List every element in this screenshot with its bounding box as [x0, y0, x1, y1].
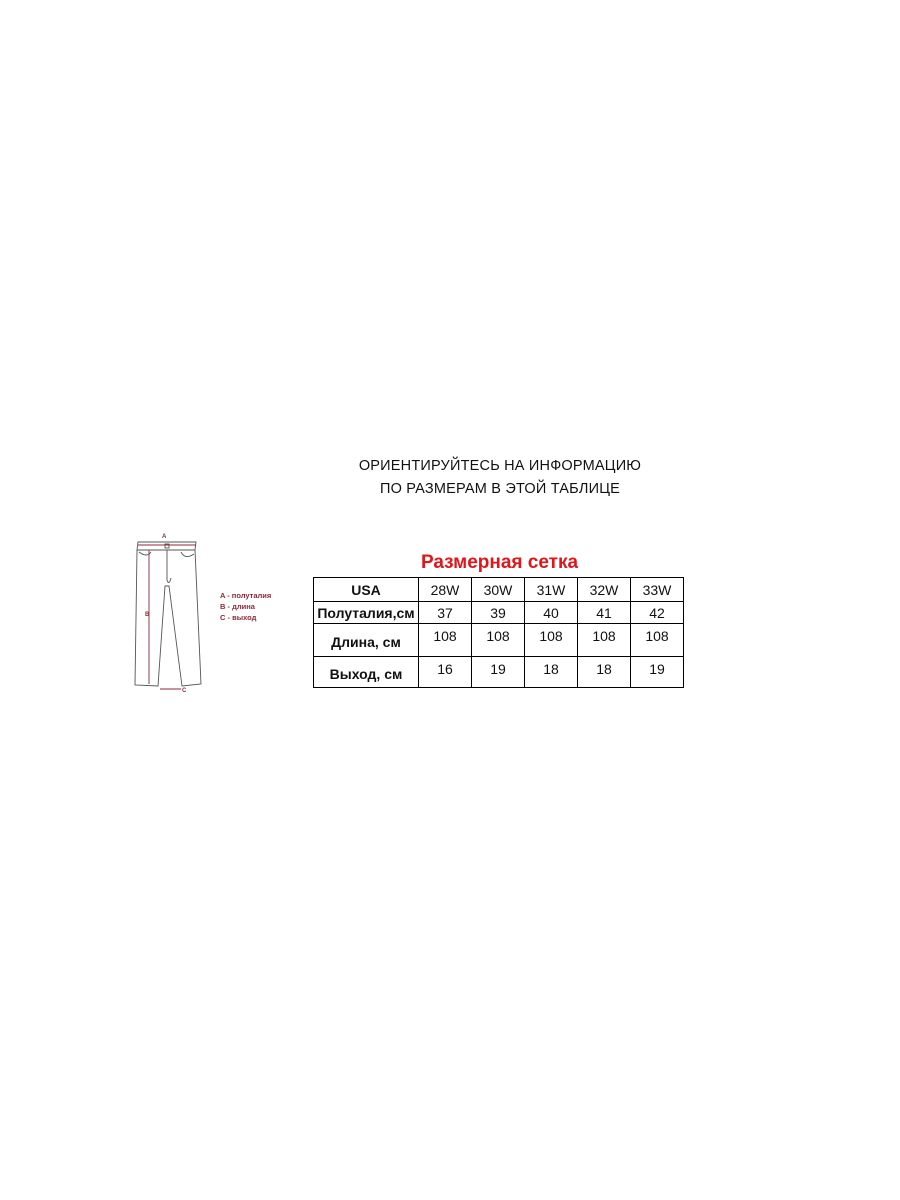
table-header-row — [314, 578, 684, 602]
label-c: C — [182, 688, 187, 694]
table-cell: 108 — [578, 624, 631, 657]
header-usa: USA — [314, 578, 419, 602]
table-cell: 42 — [631, 602, 684, 624]
table-cell: 37 — [419, 602, 472, 624]
table-cell: 108 — [472, 624, 525, 657]
instruction-heading — [250, 455, 750, 501]
legend-item-a: A - полуталия — [220, 591, 272, 600]
table-cell: 108 — [631, 624, 684, 657]
header-size: 30W — [472, 578, 525, 602]
legend-item-b: B - длина — [220, 602, 255, 611]
label-a: A — [162, 534, 167, 540]
row-label-waist: Полуталия,см — [314, 602, 419, 624]
size-table — [313, 577, 684, 688]
header-size: 31W — [525, 578, 578, 602]
pants-measurement-diagram — [125, 528, 235, 700]
table-cell: 19 — [631, 657, 684, 688]
size-chart-title: Размерная сетка — [420, 552, 579, 573]
header-size: 33W — [631, 578, 684, 602]
instruction-line-1: ОРИЕНТИРУЙТЕСЬ НА ИНФОРМАЦИЮ — [358, 458, 642, 474]
table-cell: 41 — [578, 602, 631, 624]
diagram-legend — [220, 590, 271, 623]
header-size: 32W — [578, 578, 631, 602]
table-row — [314, 602, 684, 624]
pants-fly — [167, 550, 171, 583]
table-cell: 40 — [525, 602, 578, 624]
table-cell: 19 — [472, 657, 525, 688]
table-cell: 108 — [525, 624, 578, 657]
table-cell: 18 — [578, 657, 631, 688]
table-row — [314, 657, 684, 688]
legend-item-c: C - выход — [220, 613, 257, 622]
pants-pocket-right — [181, 552, 194, 557]
instruction-line-2: ПО РАЗМЕРАМ В ЭТОЙ ТАБЛИЦЕ — [379, 481, 621, 497]
table-cell: 39 — [472, 602, 525, 624]
label-b: B — [145, 612, 150, 618]
row-label-rise: Выход, см — [314, 657, 419, 688]
table-cell: 16 — [419, 657, 472, 688]
table-cell: 108 — [419, 624, 472, 657]
table-cell: 18 — [525, 657, 578, 688]
table-row — [314, 624, 684, 657]
header-size: 28W — [419, 578, 472, 602]
row-label-length: Длина, см — [314, 624, 419, 657]
